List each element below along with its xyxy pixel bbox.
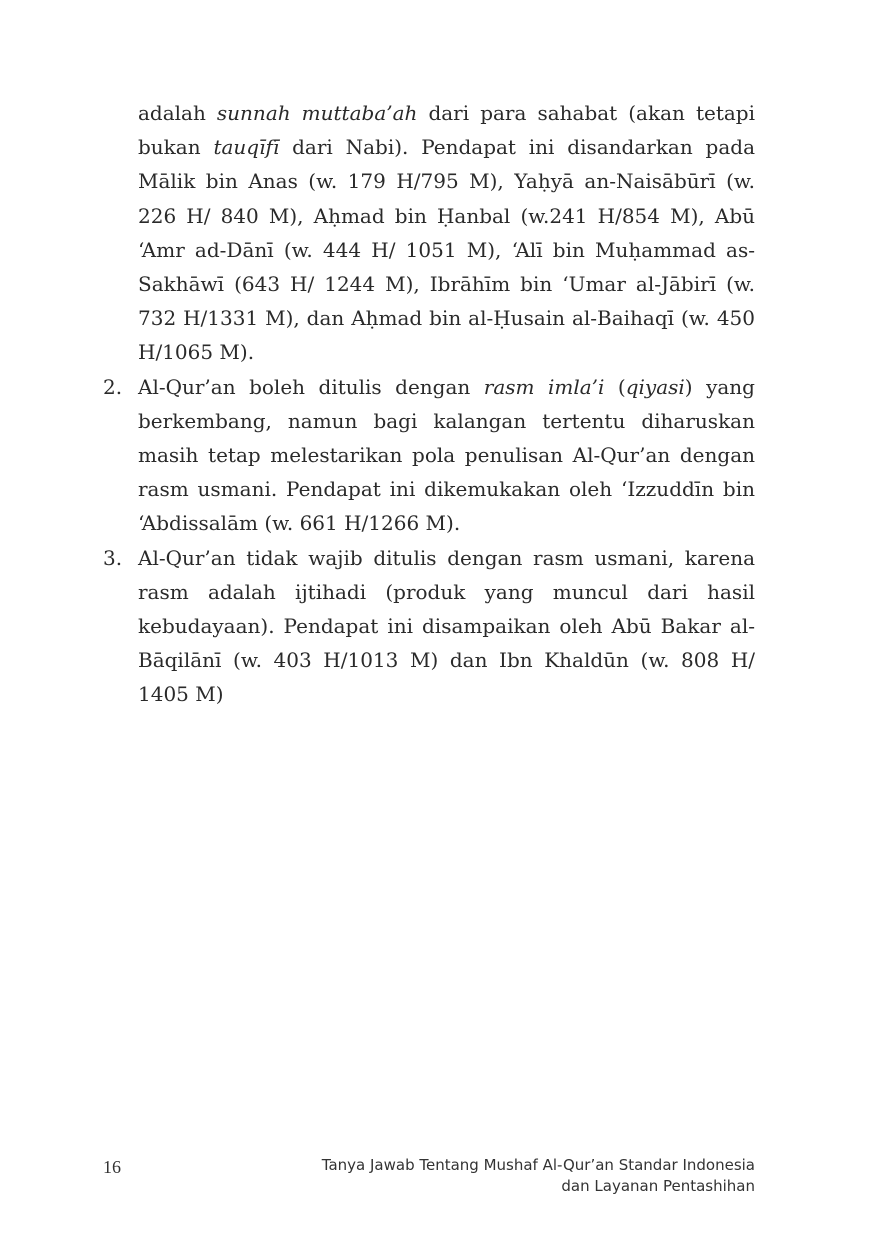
intro-text-2: dari para sahabat (akan tetapi bukan xyxy=(138,101,755,160)
list-item-number: 3. xyxy=(103,545,123,570)
item-2-italic-term-2: qiyasi xyxy=(625,374,685,399)
page-body xyxy=(103,96,755,712)
item-2-text-2: ( xyxy=(604,374,626,399)
item-2-text-1: Al-Qur’an boleh ditulis dengan xyxy=(138,374,484,399)
intro-italic-term-1: sunnah muttaba’ah xyxy=(216,101,418,125)
item-2-italic-term-1: rasm imla’i xyxy=(483,374,605,399)
item-2-text-3: ) yang berkembang, namun bagi kalangan tertentu diharuskan masih tetap melestarikan pola penulisan Al-Qur’an dengan rasm usmani. Pendapat ini dikemukakan oleh ‘Izzuddīn bin ‘Abdissalām (w. 661 H/1266 M). xyxy=(138,374,755,536)
list-item-3 xyxy=(103,541,755,712)
list-item-2 xyxy=(103,370,755,541)
item-3-text: Al-Qur’an tidak wajib ditulis dengan rasm usmani, karena rasm adalah ijtihadi (produk yang muncul dari hasil kebudayaan). Pendapat ini disampaikan oleh Abū Bakar al-Bāqilānī (w. 403 H/1013 M) dan Ibn Khaldūn (w. 808 H/ 1405 M) xyxy=(138,545,755,707)
intro-text-1: adalah xyxy=(138,101,217,125)
footer-title-line-2: dan Layanan Pentashihan xyxy=(561,1177,755,1195)
list-item-number: 2. xyxy=(103,374,123,399)
page-number: 16 xyxy=(103,1157,121,1177)
intro-paragraph xyxy=(103,96,755,370)
footer-title-line-1: Tanya Jawab Tentang Mushaf Al-Qur’an Standar Indonesia xyxy=(321,1156,755,1174)
intro-italic-term-2: tauqīfī xyxy=(213,135,280,160)
intro-text-3: dari Nabi). Pendapat ini disandarkan pada Mālik bin Anas (w. 179 H/795 M), Yaḥyā an-Naisābūrī (w. 226 H/ 840 M), Aḥmad bin Ḥanbal (w.241 H/854 M), Abū ‘Amr ad-Dānī (w. 444 H/ 1051 M), ‘Alī bin Muḥammad as-Sakhāwī (643 H/ 1244 M), Ibrāhīm bin ‘Umar al-Jābirī (w. 732 H/1331 M), dan Aḥmad bin al-Ḥusain al-Baihaqī (w. 450 H/1065 M). xyxy=(138,135,756,365)
running-footer-title xyxy=(275,1155,755,1197)
